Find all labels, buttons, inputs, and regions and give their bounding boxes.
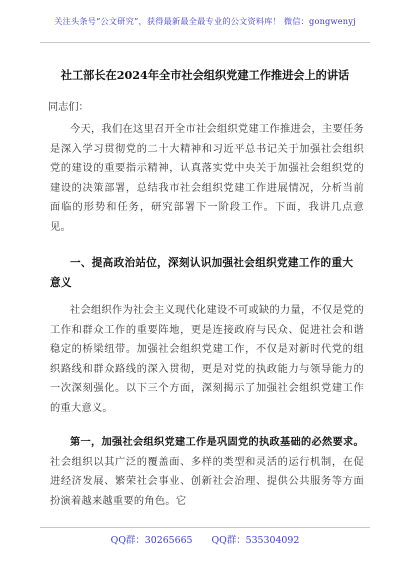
salutation: 同志们： [48,102,89,113]
footer-contacts [40,532,370,546]
paragraph-intro: 今天，我们在这里召开全市社会组织党建工作推进会，主要任务是深入学习贯彻党的二十大精神和习近平总书记关于加强社会组织党的建设的重要指示精神，认真落实党中央关于加强社会组织党的建设的决策部署，总结我市社会组织党建工作进展情况，分析当前面临的形势和任务，研究部署下一阶段工作。下面，我讲几点意见。 [50,124,364,233]
document-title: 社工部长在2024年全市社会组织党建工作推进会上的讲话 [60,68,350,82]
paragraph-first-point [50,433,364,511]
paragraph-significance: 社会组织作为社会主义现代化建设不可或缺的力量，不仅是党的工作和群众工作的重要阵地，更是连接政府与民众、促进社会和谐稳定的桥梁纽带。加强社会组织党建工作，不仅是对新时代党的组织路线和群众路线的深入贯彻，更是对党的执政能力与领导能力的一次深刻强化。以下三个方面，深刻揭示了加强社会组织党建工作的重大意义。 [50,305,364,414]
section-heading-1: 一、提高政治站位，深刻认识加强社会组织党建工作的重大意义 [50,257,354,289]
footer-divider [40,527,370,528]
footer-qq-group-2: QQ群：535304092 [211,535,300,546]
paragraph-first-point-body: 社会组织以其广泛的覆盖面、多样的类型和灵活的运行机制，在促进经济发展、繁荣社会事业、创新社会治理、提供公共服务等方面扮演着越来越重要的角色。它 [50,456,364,507]
paragraph-first-point-lead: 第一，加强社会组织党建工作是巩固党的执政基础的必然要求。 [70,436,364,448]
header-banner: 关注头条号“公文研究”，获得最新最全最专业的公文资料库！ 微信：gongwenyj [54,16,356,26]
footer-qq-group-1: QQ群：30265665 [110,535,193,546]
header-divider [40,42,370,43]
